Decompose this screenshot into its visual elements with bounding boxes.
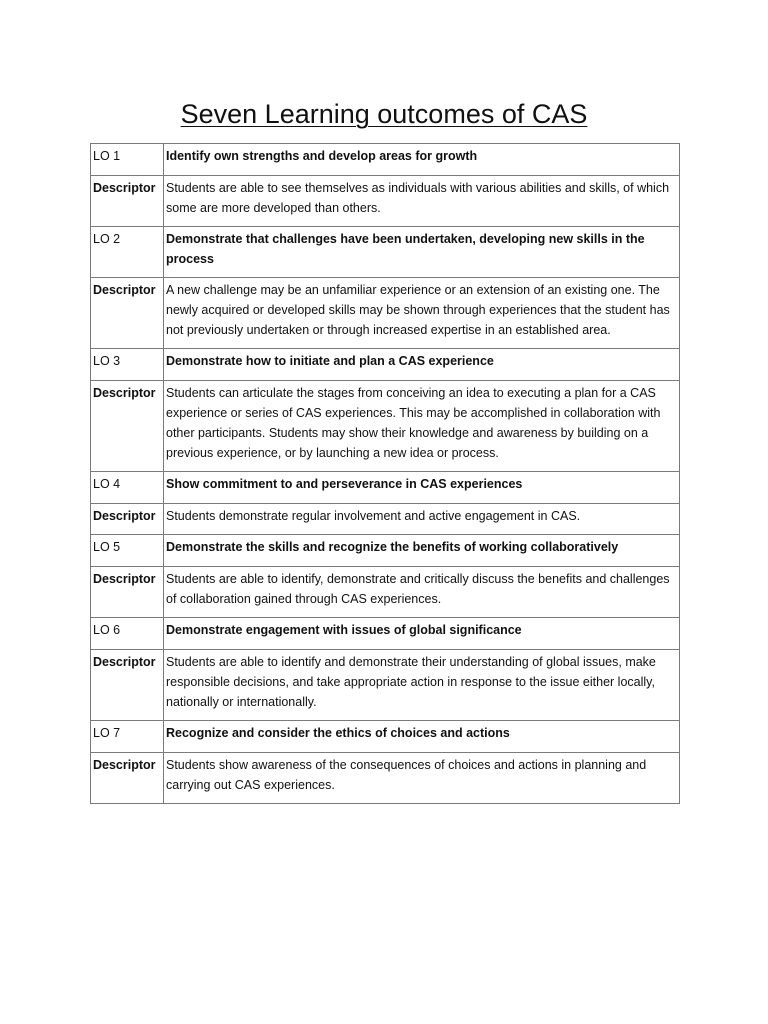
- outcome-row-lo2: [91, 227, 680, 278]
- outcome-heading: Identify own strengths and develop areas for growth: [164, 144, 680, 176]
- descriptor-text: Students are able to see themselves as individuals with various abilities and skills, of which some are more developed than others.: [164, 176, 680, 227]
- outcome-label: LO 2: [91, 227, 164, 278]
- descriptor-row-lo4: [91, 504, 680, 535]
- outcome-heading: Demonstrate engagement with issues of global significance: [164, 618, 680, 650]
- descriptor-label: Descriptor: [91, 381, 164, 472]
- outcome-row-lo4: [91, 472, 680, 504]
- descriptor-row-lo7: [91, 753, 680, 804]
- page-title: Seven Learning outcomes of CAS: [180, 99, 588, 129]
- outcome-row-lo5: [91, 535, 680, 567]
- descriptor-text: Students are able to identify and demonstrate their understanding of global issues, make responsible decisions, and take appropriate action in response to the issue either locally, nationally or internationally.: [164, 650, 680, 721]
- descriptor-label: Descriptor: [91, 650, 164, 721]
- outcome-row-lo6: [91, 618, 680, 650]
- outcome-label: LO 6: [91, 618, 164, 650]
- descriptor-row-lo6: [91, 650, 680, 721]
- descriptor-text: Students can articulate the stages from conceiving an idea to executing a plan for a CAS experience or series of CAS experiences. This may be accomplished in collaboration with other participants. Students may show their knowledge and awareness by building on a previous experience, or by launching a new idea or process.: [164, 381, 680, 472]
- descriptor-row-lo3: [91, 381, 680, 472]
- descriptor-row-lo5: [91, 567, 680, 618]
- outcome-heading: Recognize and consider the ethics of choices and actions: [164, 721, 680, 753]
- descriptor-label: Descriptor: [91, 567, 164, 618]
- outcome-heading: Demonstrate the skills and recognize the benefits of working collaboratively: [164, 535, 680, 567]
- descriptor-text: Students show awareness of the consequences of choices and actions in planning and carrying out CAS experiences.: [164, 753, 680, 804]
- descriptor-label: Descriptor: [91, 753, 164, 804]
- outcome-heading: Demonstrate that challenges have been undertaken, developing new skills in the process: [164, 227, 680, 278]
- outcome-label: LO 5: [91, 535, 164, 567]
- outcome-row-lo3: [91, 349, 680, 381]
- outcome-row-lo1: [91, 144, 680, 176]
- descriptor-label: Descriptor: [91, 176, 164, 227]
- learning-outcomes-table: [90, 143, 680, 804]
- outcome-heading: Demonstrate how to initiate and plan a CAS experience: [164, 349, 680, 381]
- outcome-label: LO 4: [91, 472, 164, 504]
- descriptor-row-lo2: [91, 278, 680, 349]
- outcome-label: LO 1: [91, 144, 164, 176]
- outcome-label: LO 3: [91, 349, 164, 381]
- outcome-heading: Show commitment to and perseverance in CAS experiences: [164, 472, 680, 504]
- descriptor-label: Descriptor: [91, 278, 164, 349]
- descriptor-text: Students demonstrate regular involvement and active engagement in CAS.: [164, 504, 680, 535]
- outcome-label: LO 7: [91, 721, 164, 753]
- outcome-row-lo7: [91, 721, 680, 753]
- descriptor-text: Students are able to identify, demonstrate and critically discuss the benefits and challenges of collaboration gained through CAS experiences.: [164, 567, 680, 618]
- descriptor-row-lo1: [91, 176, 680, 227]
- descriptor-text: A new challenge may be an unfamiliar experience or an extension of an existing one. The newly acquired or developed skills may be shown through experiences that the student has not previously undertaken or through increased expertise in an established area.: [164, 278, 680, 349]
- descriptor-label: Descriptor: [91, 504, 164, 535]
